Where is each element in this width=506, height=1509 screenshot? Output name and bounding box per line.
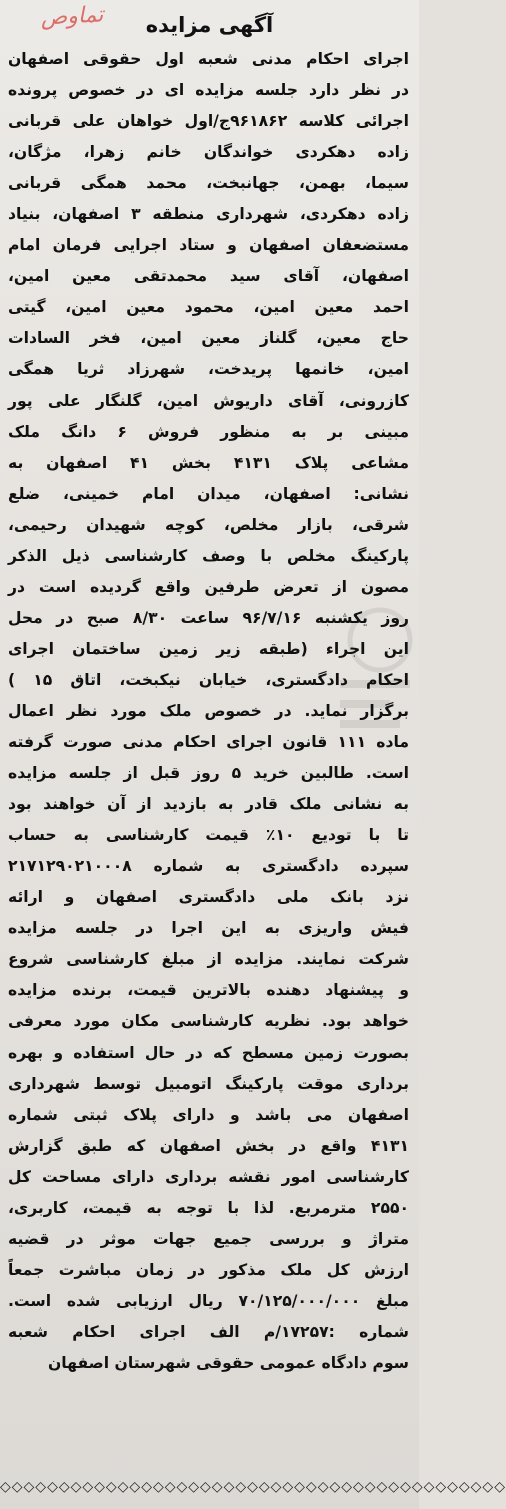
ad-line: ۴۱۳۱ واقع در بخش اصفهان که طبق گزارش xyxy=(8,1136,409,1155)
ad-line: متراژ و بررسی جمیع جهات موثر در قضیه xyxy=(8,1229,409,1248)
ad-line: ماده ۱۱۱ قانون اجرای احکام مدنی صورت گرفته xyxy=(8,733,409,752)
ad-line: اصفهان می باشد و دارای پلاک ثبتی شماره xyxy=(8,1105,409,1124)
ad-line: بصورت زمین مسطح که در حال استفاده و بهره xyxy=(8,1043,409,1062)
ad-line: این اجراء (طبقه زیر زمین ساختمان اجرای xyxy=(8,639,409,658)
ad-line: اصفهان، آقای سید محمدتقی معین امین، xyxy=(8,267,409,286)
ad-line: سوم دادگاه عمومی حقوقی شهرستان اصفهان xyxy=(48,1353,409,1372)
ad-line: زاده دهکردی، شهرداری منطقه ۳ اصفهان، بنیاد xyxy=(8,205,409,224)
ad-line: اجرای احکام مدنی شعبه اول حقوقی اصفهان xyxy=(8,50,409,68)
ad-line: مشاعی پلاک ۴۱۳۱ بخش ۴۱ اصفهان به xyxy=(8,453,410,472)
ad-line: و پیشنهاد دهنده بالاترین قیمت، برنده مزایده xyxy=(8,981,409,1000)
ad-line: کارشناسی امور نقشه برداری دارای مساحت کل xyxy=(8,1167,409,1186)
ad-line: احمد معین امین، محمود معین امین، گیتی xyxy=(8,298,409,317)
ad-line: سیما، بهمن، جهانبخت، محمد همگی قربانی xyxy=(8,174,409,193)
ad-line: شرکت نمایند. مزایده از مبلغ کارشناسی شروع xyxy=(8,950,409,969)
ad-line: ارزش کل ملک مذکور در زمان مباشرت جمعاً xyxy=(8,1260,409,1279)
ad-line: مصون از تعرض طرفین واقع گردیده است در xyxy=(8,577,409,596)
ad-line: مبینی بر به منظور فروش ۶ دانگ ملک xyxy=(8,422,410,441)
ad-line: نزد بانک ملی دادگستری اصفهان و ارائه xyxy=(8,888,409,907)
ad-line: کازرونی، آقای داریوش امین، گلنگار علی پور xyxy=(8,391,409,410)
ad-line: فیش واریزی به این اجرا در جلسه مزایده xyxy=(8,919,409,938)
ad-line: برداری موقت پارکینگ اتومبیل توسط شهرداری xyxy=(8,1074,409,1093)
handwritten-stamp: تماوص xyxy=(39,2,104,31)
footer-ornament: ◇◇◇◇◇◇◇◇◇◇◇◇◇◇◇◇◇◇◇◇◇◇◇◇◇◇◇◇◇◇◇◇◇◇◇◇◇◇◇◇◇◇◇ xyxy=(0,1479,506,1495)
ad-line: سپرده دادگستری به شماره ۲۱۷۱۲۹۰۲۱۰۰۰۸ xyxy=(8,857,409,876)
ad-line: پارکینگ مخلص با وصف کارشناسی ذیل الذکر xyxy=(8,546,409,565)
ad-line: اجرائی کلاسه ۹۶۱۸۶۲ج/اول خواهان علی قربانی xyxy=(8,112,409,131)
ad-line: خواهد بود. نظریه کارشناسی مکان مورد معرفی xyxy=(8,1012,409,1031)
ad-line: نشانی: اصفهان، میدان امام خمینی، ضلع xyxy=(8,484,409,503)
ad-line: در نظر دارد جلسه مزایده ای در خصوص پرونده xyxy=(8,81,409,100)
ad-title: آگهی مزایده xyxy=(145,13,274,37)
ad-line: تا با تودیع ۱۰٪ قیمت کارشناسی به حساب xyxy=(8,826,409,845)
ad-line: شرقی، بازار مخلص، کوچه شهیدان رحیمی، xyxy=(8,515,409,534)
ad-body xyxy=(8,44,409,1379)
ad-line: به نشانی ملک قادر به بازدید از آن خواهند بود xyxy=(8,795,409,814)
ad-line: حاج معین، گلناز معین امین، فخر السادات xyxy=(8,329,409,348)
ad-line: مبلغ ۷۰/۱۲۵/۰۰۰/۰۰۰ ریال ارزیابی شده است. xyxy=(8,1291,410,1310)
ad-line: مستضعفان اصفهان و ستاد اجرایی فرمان امام xyxy=(8,236,409,255)
ad-line: امین، خانمها پریدخت، شهرزاد ثریا همگی xyxy=(8,360,409,379)
ad-line: روز یکشنبه ۹۶/۷/۱۶ ساعت ۸/۳۰ صبح در محل xyxy=(8,608,409,627)
ad-line: زاده دهکردی خواندگان خانم زهرا، مژگان، xyxy=(8,143,409,162)
ad-line: شماره :۱۷۲۵۷/م الف اجرای احکام شعبه xyxy=(8,1322,409,1341)
ad-line: احکام دادگستری، خیابان نیکبخت، اتاق ۱۵ ) xyxy=(8,670,409,689)
ad-line: ۲۵۵۰ مترمربع. لذا با توجه به قیمت، کاربری، xyxy=(8,1198,409,1217)
ad-line: برگزار نماید. در خصوص ملک مورد نظر اعمال xyxy=(8,701,409,720)
ad-line: است. طالبین خرید ۵ روز قبل از جلسه مزایده xyxy=(8,764,409,783)
